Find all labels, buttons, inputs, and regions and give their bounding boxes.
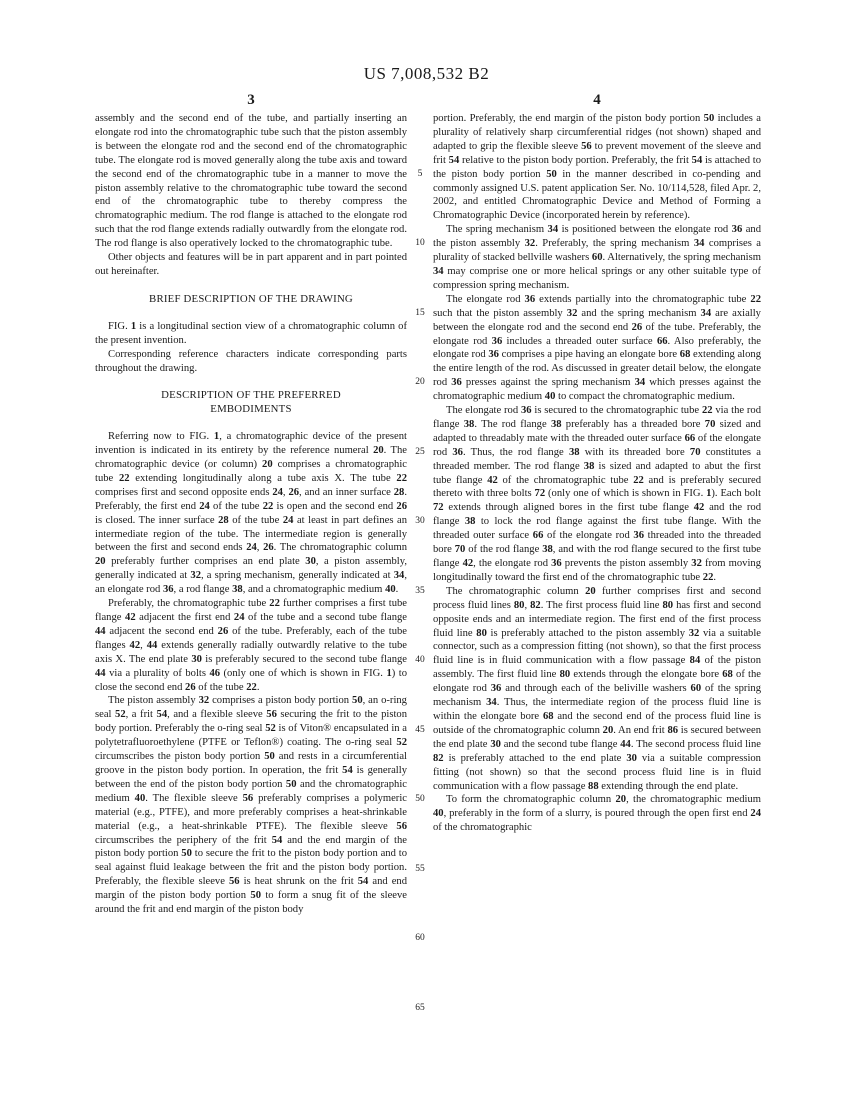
line-number: 30 xyxy=(415,516,425,527)
line-number: 65 xyxy=(415,1002,425,1013)
line-number: 45 xyxy=(415,724,425,735)
line-number: 50 xyxy=(415,794,425,805)
paragraph: assembly and the second end of the tube, and partially inserting an elongate rod into the chromatographic tube such that the piston assembly is between the elongate rod and the second end of the chromatographic tube. The elongate rod is moved generally along the tube axis and toward the second end of the chromatographic tube in a manner to move the piston assembly relative to the chromatographic tube toward the second end of the chromatographic tube to thereby compress the chromatographic medium. The rod flange is attached to the elongate rod such that the rod flange extends radially outwardly from the elongate rod. The rod flange is also operatively locked to the chromatographic tube. xyxy=(95,113,407,250)
paragraph: portion. Preferably, the end margin of the piston body portion 50 includes a plurality of relatively sharp circumferential ridges (not shown) shaped and adapted to grip the flexible sleeve 56 to prevent movement of the sleeve and frit 54 relative to the piston body portion. Preferably, the frit 54 is attached to the piston body portion 50 in the manner described in co-pending and commonly assigned U.S. patent application Ser. No. 10/114,528, filed Apr. 2, 2002, and entitled Chromatographic Device and Method of Forming a Chromatographic Device (incorporated herein by reference). xyxy=(433,113,761,222)
paragraph: Other objects and features will be in part apparent and in part pointed out hereinafter. xyxy=(95,252,407,277)
line-number: 10 xyxy=(415,238,425,249)
paragraph: To form the chromatographic column 20, the chromatographic medium 40, preferably in the form of a slurry, is poured through the open first end 24 of the chromatographic xyxy=(433,794,761,834)
line-number: 55 xyxy=(415,863,425,874)
paragraph: Corresponding reference characters indicate corresponding parts throughout the drawing. xyxy=(95,348,407,374)
line-number: 5 xyxy=(417,168,423,179)
paragraph: The elongate rod 36 is secured to the chromatographic tube 22 via the rod flange 38. The rod flange 38 preferably has a threaded bore 70 sized and adapted to threadably mate with the threaded outer surface 66 of the elongate rod 36. Thus, the rod flange 38 with its threaded bore 70 constitutes a threaded member. The rod flange 38 is sized and adapted to abut the first tube flange 42 of the chromatographic tube 22 and is preferably secured thereto with three bolts 72 (only one of which is shown in FIG. 1). Each bolt 72 extends through aligned bores in the first tube flange 42 and the rod flange 38 to lock the rod flange against the first tube flange. With the threaded outer surface 66 of the elongate rod 36 threaded into the threaded bore 70 of the rod flange 38, and with the rod flange secured to the first tube flange 42, the elongate rod 36 prevents the piston assembly 32 from moving longitudinally toward the first end of the chromatographic tube 22. xyxy=(433,405,761,583)
line-number: 35 xyxy=(415,585,425,596)
line-number-gutter xyxy=(407,112,433,1087)
paragraph: Referring now to FIG. 1, a chromatographic device of the present invention is indicated in its entirety by the reference numeral 20. The chromatographic device (or column) 20 comprises a chromatographic tube 22 extending longitudinally along a tube axis X. The tube 22 comprises first and second opposite ends 24, 26, and an inner surface 28. Preferably, the first end 24 of the tube 22 is open and the second end 26 is closed. The inner surface 28 of the tube 24 at least in part defines an intermediate region of the tube. The intermediate region is generally between the first and second ends 24, 26. The chromatographic column 20 preferably further comprises an end plate 30, a piston assembly, generally indicated at 32, a spring mechanism, generally indicated at 34, an elongate rod 36, a rod flange 38, and a chromatographic medium 40. xyxy=(95,431,407,596)
paragraph: The elongate rod 36 extends partially into the chromatographic tube 22 such that the piston assembly 32 and the spring mechanism 34 are axially between the elongate rod and the second end 26 of the tube. Preferably, the elongate rod 36 includes a threaded outer surface 66. Also preferably, the elongate rod 36 comprises a pipe having an elongate bore 68 extending along the entire length of the rod. As discussed in greater detail below, the elongate rod 36 presses against the spring mechanism 34 which presses against the chromatographic medium 40 to compact the chromatographic medium. xyxy=(433,293,761,403)
paragraph: The spring mechanism 34 is positioned between the elongate rod 36 and the piston assembly 32. Preferably, the spring mechanism 34 comprises a plurality of stacked bellville washers 60. Alternatively, the spring mechanism 34 may comprise one or more helical springs or any other suitable type of compression spring mechanism. xyxy=(433,224,761,291)
paragraph: FIG. 1 is a longitudinal section view of a chromatographic column of the present invention. xyxy=(95,320,407,346)
column-number-left: 3 xyxy=(247,92,255,108)
line-number: 40 xyxy=(415,655,425,666)
section-heading: BRIEF DESCRIPTION OF THE DRAWING xyxy=(149,292,353,305)
patent-number: US 7,008,532 B2 xyxy=(363,64,490,83)
page-body xyxy=(95,112,761,1087)
column-left xyxy=(95,112,407,1087)
line-number: 20 xyxy=(415,377,425,388)
line-number: 60 xyxy=(415,933,425,944)
paragraph: The piston assembly 32 comprises a piston body portion 50, an o-ring seal 52, a frit 54, and a flexible sleeve 56 securing the frit to the piston body portion. Preferably the o-ring seal 52 is of Viton® encapsulated in a polytetrafluoroethylene (PTFE or Teflon®) coating. The o-ring seal 52 circumscribes the piston body portion 50 and rests in a circumferential groove in the piston body portion. In operation, the frit 54 is generally between the end of the piston body portion 50 and the chromatographic medium 40. The flexible sleeve 56 preferably comprises a polymeric material (e.g., PTFE), and more preferably comprises a heat-shrinkable material (e.g., a heat-shrinkable PTFE). The flexible sleeve 56 circumscribes the periphery of the frit 54 and the end margin of the piston body portion 50 to secure the frit to the piston body portion and to seal against fluid leakage between the frit and the piston body portion. Preferably, the flexible sleeve 56 is heat shrunk on the frit 54 and end margin of the piston body portion 50 to form a snug fit of the sleeve around the frit and end margin of the piston body xyxy=(95,695,407,916)
line-number: 25 xyxy=(415,446,425,457)
column-number-right: 4 xyxy=(593,92,601,108)
line-number: 15 xyxy=(415,307,425,318)
section-heading: DESCRIPTION OF THE PREFERRED EMBODIMENTS xyxy=(161,389,341,416)
paragraph: Preferably, the chromatographic tube 22 further comprises a first tube flange 42 adjacent the first end 24 of the tube and a second tube flange 44 adjacent the second end 26 of the tube. Preferably, each of the tube flanges 42, 44 extends generally radially outwardly relative to the tube axis X. The end plate 30 is preferably secured to the second tube flange 44 via a plurality of bolts 46 (only one of which is shown in FIG. 1) to close the second end 26 of the tube 22. xyxy=(95,598,407,693)
column-right xyxy=(433,112,761,1087)
paragraph: The chromatographic column 20 further comprises first and second process fluid lines 80, 82. The first process fluid line 80 has first and second opposite ends and an intermediate region. The first end of the first process fluid line 80 is preferably attached to the piston assembly 32 via a suitable connector, such as a compression fitting (not shown), so that the first process fluid line is in fluid communication with a flow passage 84 of the piston assembly. The first fluid line 80 extends through the elongate bore 68 of the elongate rod 36 and through each of the beliville washers 60 of the spring mechanism 34. Thus, the intermediate region of the process fluid line is within the elongate bore 68 and the second end of the process fluid line is outside of the chromatographic column 20. An end frit 86 is secured between the end plate 30 and the second tube flange 44. The second process fluid line 82 is preferably attached to the end plate 30 via a suitable compression fitting (not shown) so that the second process fluid line is in fluid communication with a flow passage 88 extending through the end plate. xyxy=(433,585,761,792)
